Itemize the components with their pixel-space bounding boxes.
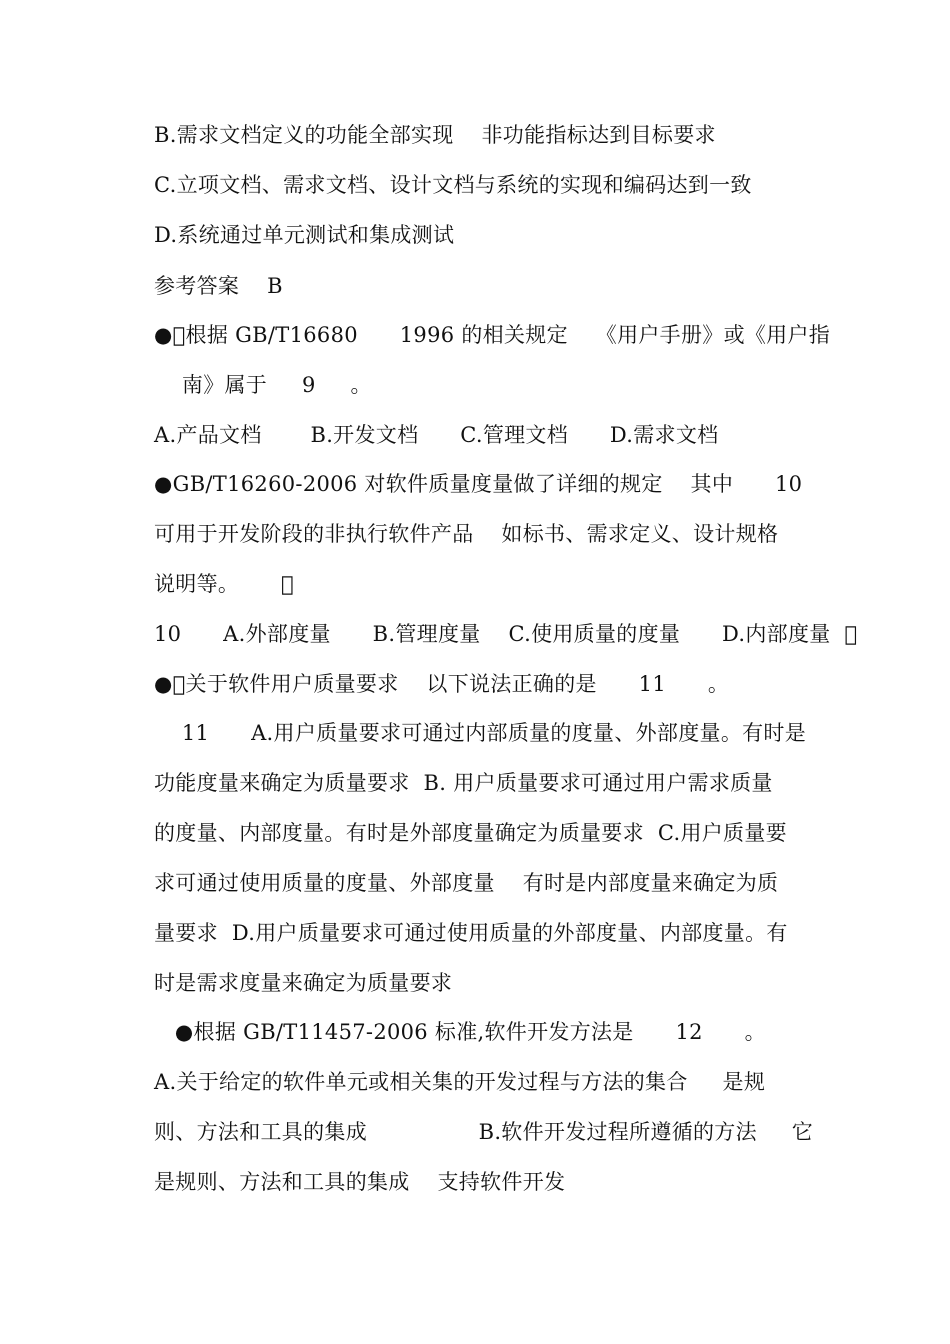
text-line: 则、方法和工具的集成 B.软件开发过程所遵循的方法 它 xyxy=(154,1120,814,1144)
text-line: ●根据 GB/T11457-2006 标准,软件开发方法是 12 。 xyxy=(154,1020,766,1044)
text-line: 是规则、方法和工具的集成 支持软件开发 xyxy=(154,1170,566,1194)
text-line: ● 根据 GB/T16680 1996 的相关规定 《用户手册》或《用户指 xyxy=(154,323,831,347)
text-line: 南》属于 9 。 xyxy=(154,373,372,397)
text-line: 10 A.外部度量 B.管理度量 C.使用质量的度量 D.内部度量   xyxy=(154,622,858,646)
text-line: ●GB/T16260-2006 对软件质量度量做了详细的规定 其中 10 xyxy=(154,472,803,496)
text-line: B.需求文档定义的功能全部实现 非功能指标达到目标要求 xyxy=(154,123,716,147)
text-line: 11 A.用户质量要求可通过内部质量的度量、外部度量。有时是 xyxy=(154,721,807,745)
text-line: D.系统通过单元测试和集成测试 xyxy=(154,223,455,247)
text-line: 时是需求度量来确定为质量要求 xyxy=(154,971,453,995)
text-line: 求可通过使用质量的度量、外部度量 有时是内部度量来确定为质 xyxy=(154,871,779,895)
text-line: ● 关于软件用户质量要求 以下说法正确的是 11 。 xyxy=(154,672,730,696)
text-line: A.产品文档 B.开发文档 C.管理文档 D.需求文档 xyxy=(154,423,719,447)
text-line: 的度量、内部度量。有时是外部度量确定为质量要求 C.用户质量要 xyxy=(154,821,787,845)
text-line: 参考答案 B xyxy=(154,274,283,298)
text-line: C.立项文档、需求文档、设计文档与系统的实现和编码达到一致 xyxy=(154,173,752,197)
text-line: 说明等。   xyxy=(154,572,294,596)
text-line: A.关于给定的软件单元或相关集的开发过程与方法的集合 是规 xyxy=(154,1070,766,1094)
text-line: 可用于开发阶段的非执行软件产品 如标书、需求定义、设计规格 xyxy=(154,522,779,546)
text-line: 量要求 D.用户质量要求可通过使用质量的外部度量、内部度量。有 xyxy=(154,921,788,945)
text-line: 功能度量来确定为质量要求 B. 用户质量要求可通过用户需求质量 xyxy=(154,771,773,795)
